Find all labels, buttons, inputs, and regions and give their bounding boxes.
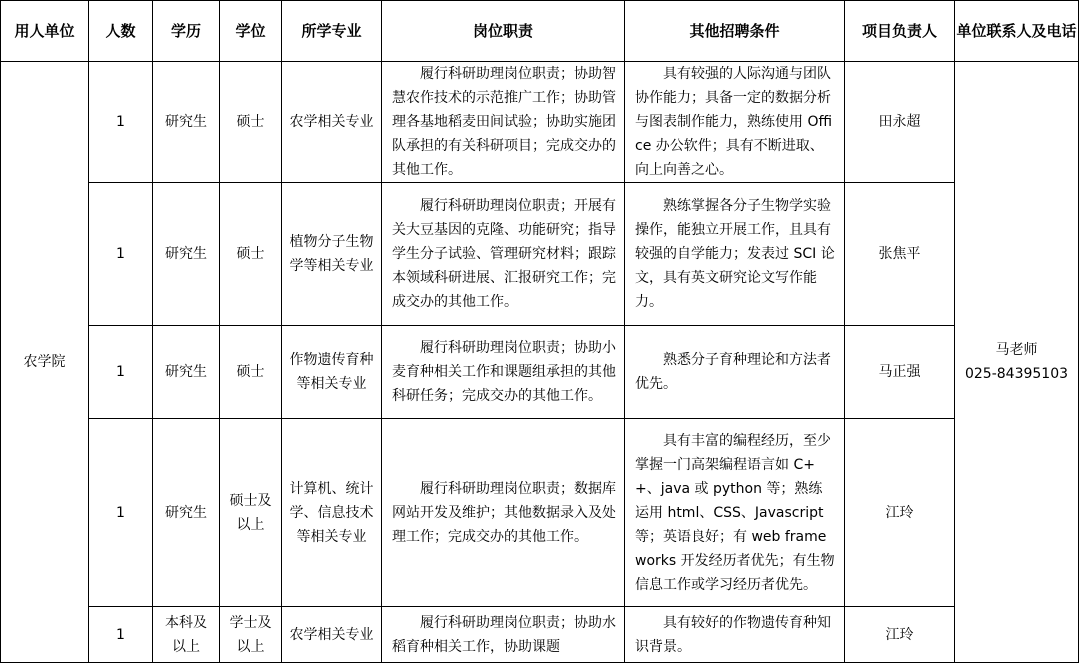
leader-cell: 江玲 — [845, 419, 955, 607]
major-cell: 植物分子生物学等相关专业 — [282, 183, 382, 326]
conditions-cell — [625, 62, 845, 183]
duties-text: 履行科研助理岗位职责；开展有关大豆基因的克隆、功能研究；指导学生分子试验、管理研究材料；跟踪本领域科研进展、汇报研究工作；完成交办的其他工作。 — [392, 198, 616, 310]
header-degree: 学位 — [220, 1, 282, 62]
education-cell: 研究生 — [153, 183, 220, 326]
education-cell: 研究生 — [153, 419, 220, 607]
conditions-text: 具有较强的人际沟通与团队协作能力；具备一定的数据分析与图表制作能力，熟练使用 Office 办公软件；具有不断进取、向上向善之心。 — [635, 66, 833, 178]
leader-cell: 田永超 — [845, 62, 955, 183]
degree-cell: 硕士 — [220, 326, 282, 419]
header-conditions: 其他招聘条件 — [625, 1, 845, 62]
table-row — [1, 62, 1079, 183]
major-cell: 农学相关专业 — [282, 62, 382, 183]
conditions-cell — [625, 419, 845, 607]
header-major: 所学专业 — [282, 1, 382, 62]
duties-text: 履行科研助理岗位职责；协助小麦育种相关工作和课题组承担的其他科研任务；完成交办的其他工作。 — [392, 340, 616, 404]
education-cell: 本科及以上 — [153, 607, 220, 663]
duties-text: 履行科研助理岗位职责；数据库网站开发及维护；其他数据录入及处理工作；完成交办的其他工作。 — [392, 480, 616, 545]
leader-cell: 马正强 — [845, 326, 955, 419]
conditions-text: 具有丰富的编程经历，至少掌握一门高架编程语言如 C++、java 或 python 等；熟练运用 html、CSS、Javascript 等；英语良好；有 web frameworks 开发经历者优先；有生物信息工作或学习经历者优先。 — [635, 432, 835, 593]
education-cell: 研究生 — [153, 326, 220, 419]
degree-cell: 硕士及以上 — [220, 419, 282, 607]
header-education: 学历 — [153, 1, 220, 62]
leader-cell: 张焦平 — [845, 183, 955, 326]
duties-cell — [382, 326, 625, 419]
education-cell: 研究生 — [153, 62, 220, 183]
major-cell: 农学相关专业 — [282, 607, 382, 663]
header-leader: 项目负责人 — [845, 1, 955, 62]
table-row — [1, 326, 1079, 419]
duties-text: 履行科研助理岗位职责；协助智慧农作技术的示范推广工作；协助管理各基地稻麦田间试验；协助实施团队承担的有关科研项目；完成交办的其他工作。 — [392, 66, 616, 178]
header-row — [1, 1, 1079, 62]
conditions-text: 具有较好的作物遗传育种知识背景。 — [635, 614, 831, 655]
conditions-text: 熟练掌握各分子生物学实验操作，能独立开展工作，且具有较强的自学能力；发表过 SCI 论文，具有英文研究论文写作能力。 — [635, 198, 835, 310]
major-cell: 计算机、统计学、信息技术等相关专业 — [282, 419, 382, 607]
header-count: 人数 — [89, 1, 153, 62]
conditions-text: 熟悉分子育种理论和方法者优先。 — [635, 352, 831, 392]
table-row — [1, 183, 1079, 326]
table-row — [1, 419, 1079, 607]
duties-cell — [382, 607, 625, 663]
major-cell: 作物遗传育种等相关专业 — [282, 326, 382, 419]
count-cell: 1 — [89, 183, 153, 326]
header-unit: 用人单位 — [1, 1, 89, 62]
count-cell: 1 — [89, 419, 153, 607]
contact-cell — [955, 62, 1079, 663]
header-duties: 岗位职责 — [382, 1, 625, 62]
count-cell: 1 — [89, 326, 153, 419]
table-row — [1, 607, 1079, 663]
degree-cell: 硕士 — [220, 183, 282, 326]
duties-cell — [382, 183, 625, 326]
unit-cell: 农学院 — [1, 62, 89, 663]
conditions-cell — [625, 183, 845, 326]
contact-phone: 025-84395103 — [964, 366, 1069, 382]
duties-cell — [382, 419, 625, 607]
conditions-cell — [625, 607, 845, 663]
degree-cell: 学士及以上 — [220, 607, 282, 663]
conditions-cell — [625, 326, 845, 419]
header-contact: 单位联系人及电话 — [955, 1, 1079, 62]
leader-cell: 江玲 — [845, 607, 955, 663]
count-cell: 1 — [89, 62, 153, 183]
degree-cell: 硕士 — [220, 62, 282, 183]
duties-cell — [382, 62, 625, 183]
count-cell: 1 — [89, 607, 153, 663]
contact-name: 马老师 — [995, 342, 1038, 358]
duties-text: 履行科研助理岗位职责；协助水稻育种相关工作，协助课题 — [392, 614, 616, 655]
